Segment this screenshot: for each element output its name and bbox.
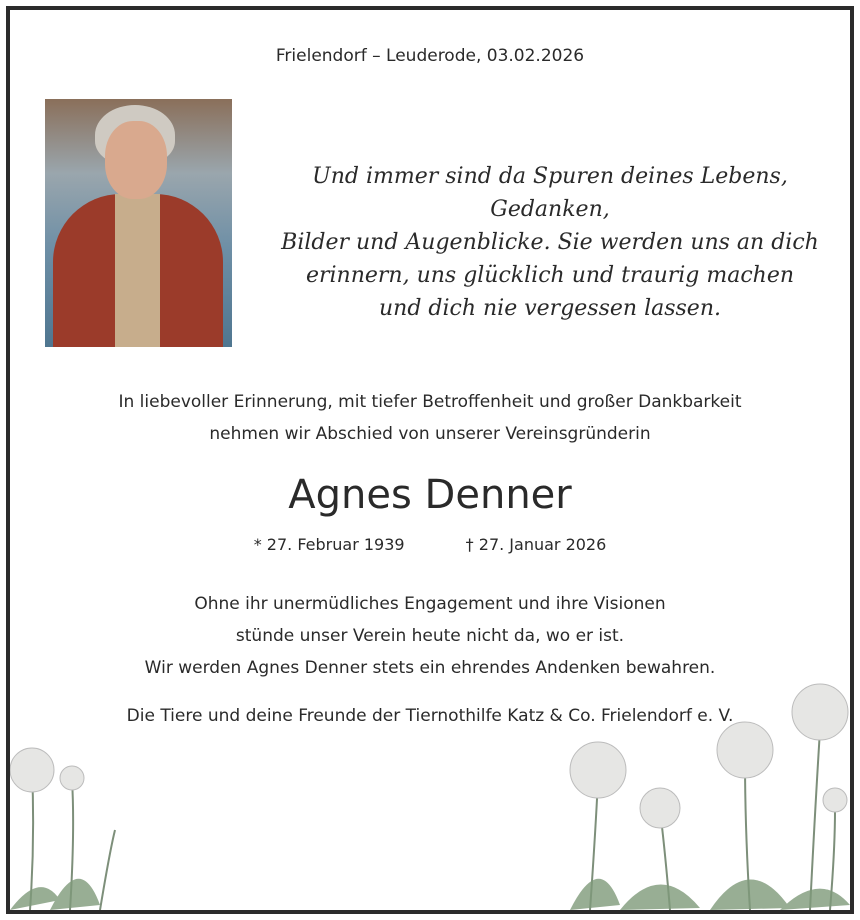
quote-line: Und immer sind da Spuren deines Lebens, Gedanken, (312, 164, 788, 222)
tribute-line: stünde unser Verein heute nicht da, wo er ist. (235, 626, 625, 646)
memorial-quote (260, 160, 840, 325)
quote-line: Bilder und Augenblicke. Sie werden uns an dich (281, 230, 819, 255)
signature: Die Tiere und deine Freunde der Tiernothilfe Katz & Co. Frielendorf e. V. (126, 706, 734, 726)
tribute-line: Wir werden Agnes Denner stets ein ehrendes Andenken bewahren. (144, 658, 716, 678)
intro-text (10, 386, 850, 450)
dandelion-decoration (10, 650, 850, 910)
obituary-notice (6, 6, 854, 914)
deceased-name: Agnes Denner (288, 472, 572, 518)
birth-date: * 27. Februar 1939 (253, 535, 405, 554)
quote-line: und dich nie vergessen lassen. (379, 296, 721, 321)
life-dates (10, 535, 850, 554)
place-date: Frielendorf – Leuderode, 03.02.2026 (275, 46, 585, 66)
tribute-line: Ohne ihr unermüdliches Engagement und ihre Visionen (194, 594, 666, 614)
death-date: † 27. Januar 2026 (465, 535, 607, 554)
quote-line: erinnern, uns glücklich und traurig machen (305, 263, 795, 288)
intro-line: nehmen wir Abschied von unserer Vereinsgründerin (209, 424, 651, 444)
portrait-photo (45, 99, 232, 347)
intro-line: In liebevoller Erinnerung, mit tiefer Betroffenheit und großer Dankbarkeit (118, 392, 742, 412)
